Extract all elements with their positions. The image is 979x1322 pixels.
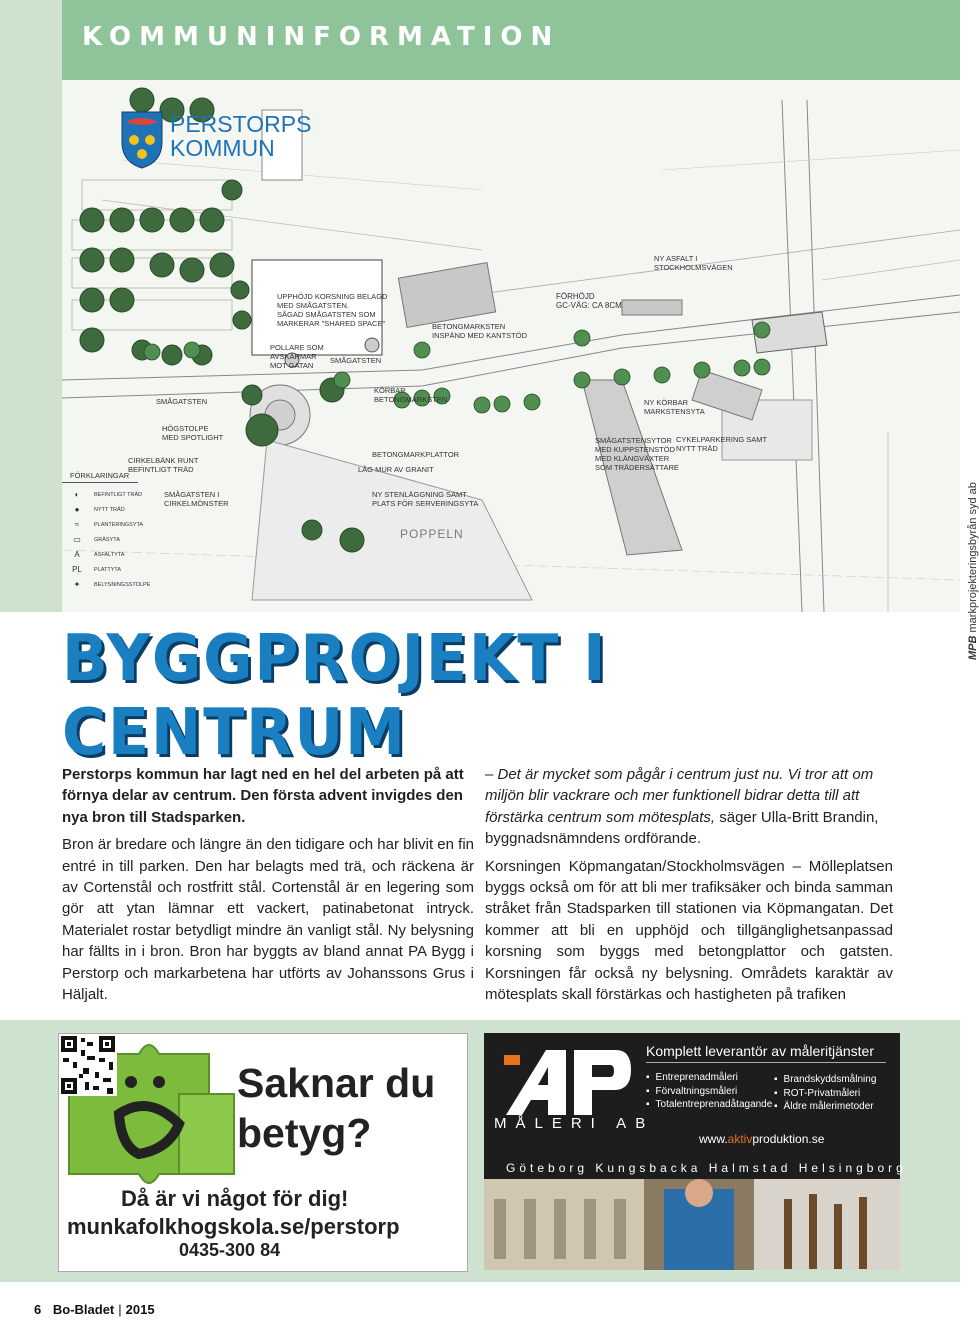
legend-label: PLANTERINGSYTA bbox=[94, 521, 144, 528]
ad-tagline: Komplett leverantör av måleritjänster bbox=[646, 1043, 886, 1063]
ad-phone: 0435-300 84 bbox=[179, 1240, 281, 1260]
service-item: ▪ Förvaltningsmåleri bbox=[646, 1085, 772, 1099]
article-paragraph: Bron är bredare och längre än den tidigare och har blivit en fin entré in till parken. Den har belagts med trä, och räckena är av Cortenstål och rostfritt stål. Cortenstål är en legering som gör att ytan lämnar ett vackert, patinabetonat intryck. Materialet rostar betydligt mindre än vanligt stål. Ny belysning har fällts in i bron. Bron har byggts av bland annat PA Bygg i Perstorp och markarbetena har utförts av Johanssons Grus i Häljalt. bbox=[62, 836, 474, 1004]
legend-label: ASFALTYTA bbox=[94, 551, 125, 558]
legend-item bbox=[70, 520, 143, 529]
label-smagatsten-left: SMÅGATSTEN bbox=[156, 397, 208, 406]
lamp-post-icon: ✦ bbox=[73, 580, 81, 589]
new-tree-icon: ● bbox=[74, 505, 80, 514]
planting-area-icon: ≈ bbox=[74, 520, 80, 529]
service-item: ▪ Äldre målerimetoder bbox=[774, 1100, 876, 1114]
label-ny-korbar: NY KÖRBAR MARKSTENSYTA bbox=[644, 398, 705, 416]
label-hogstolpe: HÖGSTOLPE MED SPOTLIGHT bbox=[162, 424, 224, 442]
label-betongmarksten-kantstod: BETONGMARKSTEN INSPÄND MED KANTSTÖD bbox=[432, 322, 528, 340]
legend-item bbox=[70, 565, 121, 574]
label-smagatstensytor: SMÅGATSTENSYTOR MED KUPPSTENSTÖD MED KLÄNGVÄXTER SOM TRÄDERSÄTTARE bbox=[595, 436, 679, 472]
service-item: ▪ Totalentreprenadåtagande bbox=[646, 1098, 772, 1112]
ad-website-link[interactable] bbox=[699, 1132, 824, 1146]
service-item: ▪ Brandskyddsmålning bbox=[774, 1073, 876, 1087]
legend-label: BEFINTLIGT TRÄD bbox=[94, 491, 143, 498]
quote-text: – Det är mycket som pågår i centrum just nu. Vi tror att om miljön blir vackrare och mer funktionell bidrar detta till att förstärka centrum som mötesplats, bbox=[485, 766, 874, 826]
web-prefix: www. bbox=[699, 1132, 728, 1146]
web-suffix: produktion.se bbox=[752, 1132, 825, 1146]
publication-name: Bo-Bladet bbox=[52, 1302, 115, 1317]
legend-item bbox=[70, 550, 124, 559]
map-credit bbox=[967, 482, 979, 660]
painter-photo bbox=[484, 1179, 900, 1270]
legend-label: PLATTYTA bbox=[94, 566, 121, 573]
paving-area-icon: PL bbox=[72, 565, 82, 574]
service-item: ▪ ROT-Privatmåleri bbox=[774, 1087, 876, 1101]
page-headline: BYGGPROJEKT I CENTRUM bbox=[62, 622, 608, 770]
web-accent: aktiv bbox=[727, 1132, 753, 1146]
perstorp-logo bbox=[120, 110, 310, 170]
article-column-1 bbox=[62, 764, 474, 1011]
label-lag-mur: LÅG MUR AV GRANIT bbox=[358, 465, 434, 474]
services-list-2 bbox=[774, 1073, 876, 1114]
article-lead: Perstorps kommun har lagt ned en hel del arbeten på att förnya delar av centrum. Den första advent invigdes den nya bron till Stadsparken. bbox=[62, 766, 464, 826]
article-paragraph: Korsningen Köpmangatan/Stockholmsvägen – Mölleplatsen byggs också om för att bli mer trafiksäker och binda samman stråket från Stadsparken till stationen via Köpmangatan. Det kommer att bli en upphöjd och tillgänglighetsanpassad korsning som byggs med betongplattor och gatsten. Korsningen får också ny belysning. Områdets karaktär av mötesplats skall förstärkas och hastigheten på trafiken bbox=[485, 857, 893, 1004]
services-list-1 bbox=[646, 1071, 772, 1112]
label-ny-asfalt: NY ASFALT I STOCKHOLMSVÄGEN bbox=[654, 254, 733, 272]
ad-munka-folkhogskola[interactable] bbox=[58, 1033, 468, 1272]
ad-subheading: Då är vi något för dig! bbox=[121, 1186, 349, 1211]
legend-item bbox=[70, 490, 142, 499]
article-quote bbox=[485, 764, 893, 850]
legend-label: NYTT TRÄD bbox=[94, 506, 125, 513]
grass-area-icon: ▭ bbox=[73, 535, 81, 544]
municipality-name: PERSTORPS KOMMUN bbox=[170, 111, 312, 161]
publication-year: 2015 bbox=[125, 1302, 155, 1317]
label-pollare: POLLARE SOM AVSKÄRMAR MOT GATAN bbox=[270, 343, 324, 370]
legend-item bbox=[70, 505, 125, 514]
ap-logo-icon bbox=[496, 1045, 636, 1125]
credit-text: markprojekteringsbyrån syd ab bbox=[967, 482, 979, 633]
page-number: 6 bbox=[34, 1302, 42, 1317]
legend-label: BELYSNINGSSTOLPE bbox=[94, 581, 151, 588]
ad-heading: Saknar du betyg? bbox=[237, 1060, 436, 1156]
label-smagatsten-top: SMÅGATSTEN bbox=[330, 356, 382, 365]
label-poppeln: POPPELN bbox=[400, 527, 464, 541]
top-panel bbox=[0, 0, 979, 660]
label-forhojd-gc-vag: FÖRHÖJD GC-VÄG: CA 8CM bbox=[556, 292, 622, 310]
asphalt-area-icon: A bbox=[74, 550, 80, 559]
legend-title: FÖRKLARINGAR bbox=[62, 471, 138, 483]
existing-tree-icon: ◐ bbox=[74, 490, 80, 499]
legend-item bbox=[70, 535, 120, 544]
qr-code-icon[interactable] bbox=[59, 1034, 117, 1096]
section-title: KOMMUNINFORMATION bbox=[82, 22, 561, 52]
legend-label: GRÄSYTA bbox=[94, 536, 120, 543]
article-column-2 bbox=[485, 764, 893, 1011]
label-smagatsten-cirkel: SMÅGATSTEN I CIRKELMÖNSTER bbox=[164, 490, 229, 508]
ad-ap-maleri[interactable] bbox=[484, 1033, 907, 1270]
label-ny-stenlaggning: NY STENLÄGGNING SAMT PLATS FÖR SERVERINGSYTA bbox=[372, 490, 479, 508]
ad-cities: Göteborg Kungsbacka Halmstad Helsingborg bbox=[506, 1161, 907, 1175]
ap-brand-name: MÅLERI AB bbox=[494, 1115, 655, 1132]
label-upphojd-korsning: UPPHÖJD KORSNING BELAGD MED SMÅGATSTEN. SÅGAD SMÅGATSTEN SOM MARKERAR "SHARED SPACE" bbox=[277, 292, 388, 328]
coat-of-arms-icon bbox=[120, 110, 164, 170]
label-cirkelbank: CIRKELBÄNK RUNT BEFINTLIGT TRÄD bbox=[128, 456, 199, 474]
label-korbar-betongmarksten: KÖRBAR BETONGMARKSTEN bbox=[374, 386, 448, 404]
ad-url-link[interactable]: munkafolkhogskola.se/perstorp bbox=[67, 1214, 400, 1239]
service-item: ▪ Entreprenadmåleri bbox=[646, 1071, 772, 1085]
quote-attribution: säger Ulla-Britt Brandin, byggnadsnämndens ordförande. bbox=[485, 808, 879, 848]
legend-item bbox=[70, 580, 150, 589]
site-plan-map bbox=[62, 80, 979, 660]
credit-brand: MPB bbox=[967, 635, 979, 660]
label-cykelparkering: CYKELPARKERING SAMT NYTT TRÄD bbox=[676, 435, 768, 453]
label-betongmarkplattor: BETONGMARKPLATTOR bbox=[372, 450, 460, 459]
page-footer: 6 Bo-Bladet | 2015 bbox=[34, 1302, 155, 1317]
